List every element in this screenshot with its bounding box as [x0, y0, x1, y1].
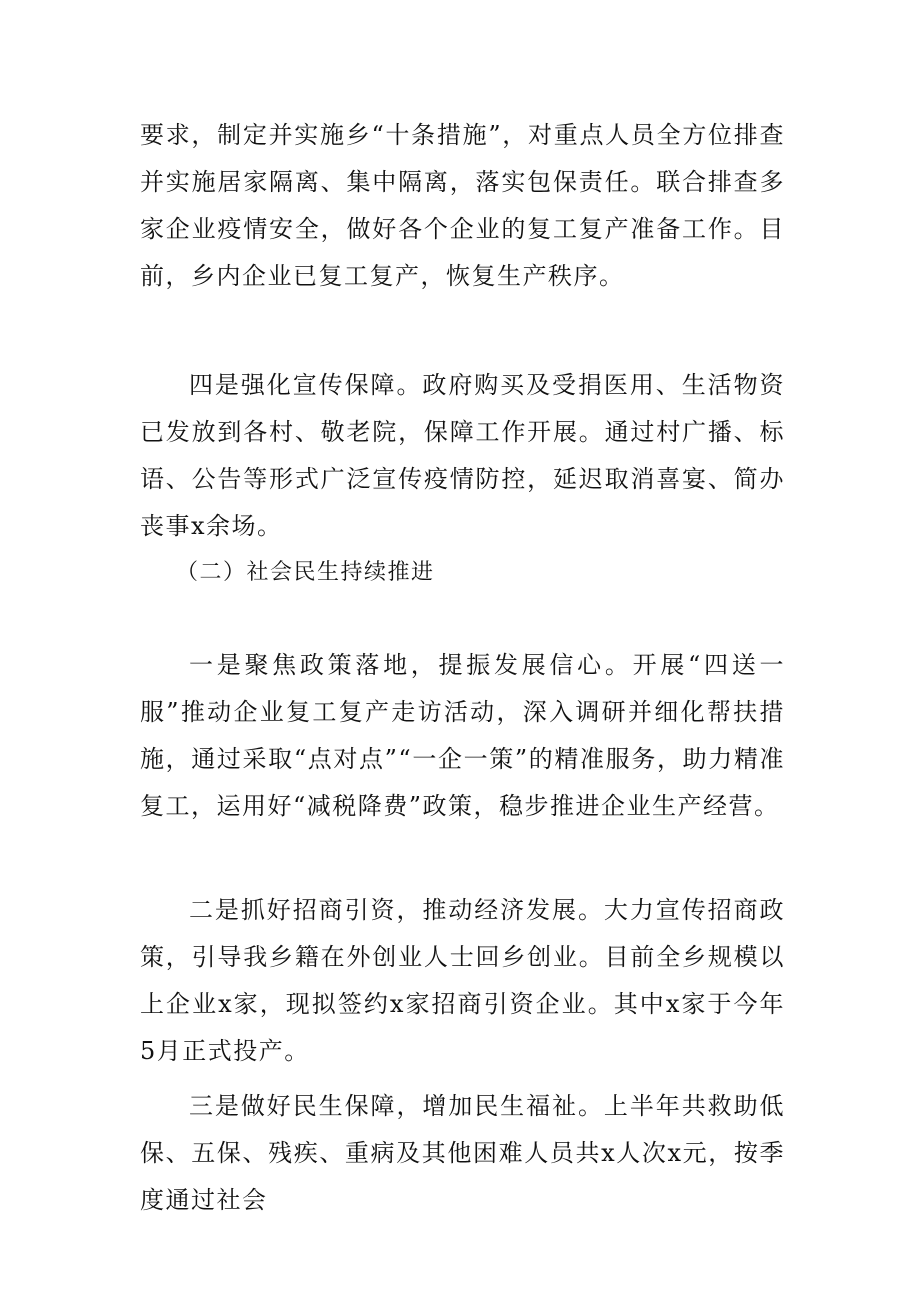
section-heading-social-livelihood: （二）社会民生持续推进 — [176, 560, 435, 585]
paragraph-policy-implementation: 一是聚焦政策落地，提振发展信心。开展“四送一服”推动企业复工复产走访活动，深入调研并细化帮扶措施，通过采取“点对点”“一企一策”的精准服务，助力精准复工，运用好“减税降费”政策，稳步推进企业生产经营。 — [140, 651, 785, 820]
paragraph-publicity-guarantee: 四是强化宣传保障。政府购买及受捐医用、生活物资已发放到各村、敬老院，保障工作开展。通过村广播、标语、公告等形式广泛宣传疫情防控，延迟取消喜宴、简办丧事x余场。 — [140, 371, 785, 540]
paragraph-continuation-measures: 要求，制定并实施乡“十条措施”，对重点人员全方位排查并实施居家隔离、集中隔离，落实包保责任。联合排查多家企业疫情安全，做好各个企业的复工复产准备工作。目前，乡内企业已复工复产，恢复生产秩序。 — [140, 121, 785, 290]
paragraph-investment-attraction: 二是抓好招商引资，推动经济发展。大力宣传招商政策，引导我乡籍在外创业人士回乡创业。目前全乡规模以上企业x家，现拟签约x家招商引资企业。其中x家于今年5月正式投产。 — [140, 896, 785, 1065]
paragraph-livelihood-guarantee: 三是做好民生保障，增加民生福祉。上半年共救助低保、五保、残疾、重病及其他困难人员共x人次x元，按季度通过社会 — [140, 1092, 785, 1214]
